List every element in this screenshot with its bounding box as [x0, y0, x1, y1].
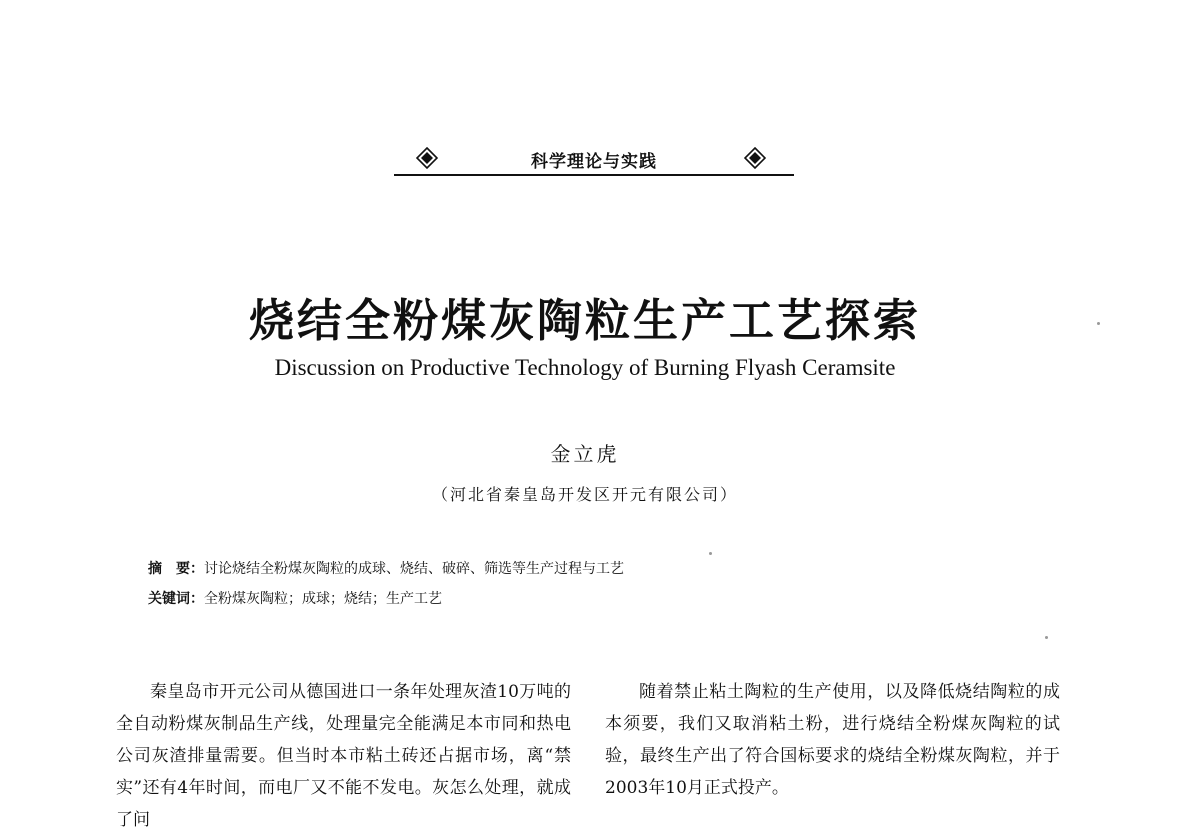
keywords [148, 588, 442, 608]
author-name: 金立虎 [550, 442, 620, 466]
section-title: 科学理论与实践 [531, 152, 657, 172]
body-column-right [605, 676, 1060, 804]
abstract-label: 摘 要： [148, 561, 204, 577]
keywords-label: 关键词： [148, 591, 204, 607]
abstract [148, 558, 624, 578]
scan-speck [709, 552, 712, 555]
author-affiliation: （河北省秦皇岛开发区开元有限公司） [431, 485, 738, 504]
article-title-english: Discussion on Productive Technology of Burning Flyash Ceramsite [274, 355, 896, 380]
section-header [394, 142, 794, 176]
article-title-chinese: 烧结全粉煤灰陶粒生产工艺探索 [248, 294, 921, 347]
scan-speck [1097, 322, 1100, 325]
abstract-text: 讨论烧结全粉煤灰陶粒的成球、烧结、破碎、筛选等生产过程与工艺 [204, 561, 624, 577]
paragraph-right: 随着禁止粘土陶粒的生产使用，以及降低烧结陶粒的成本须要，我们又取消粘土粉，进行烧结全粉煤灰陶粒的试验，最终生产出了符合国标要求的烧结全粉煤灰陶粒，并于2003年10月正式投产。 [605, 682, 1060, 798]
keywords-text: 全粉煤灰陶粒；成球；烧结；生产工艺 [204, 591, 442, 607]
scan-speck [1045, 636, 1048, 639]
diamond-bullet-icon [744, 147, 766, 169]
paragraph-left: 秦皇岛市开元公司从德国进口一条年处理灰渣10万吨的全自动粉煤灰制品生产线，处理量完全能满足本市同和热电公司灰渣排量需要。但当时本市粘土砖还占据市场，离“禁实”还有4年时间，而电厂又不能不发电。灰怎么处理，就成了问 [116, 682, 571, 830]
body-column-left [116, 676, 571, 836]
diamond-bullet-icon [416, 147, 438, 169]
